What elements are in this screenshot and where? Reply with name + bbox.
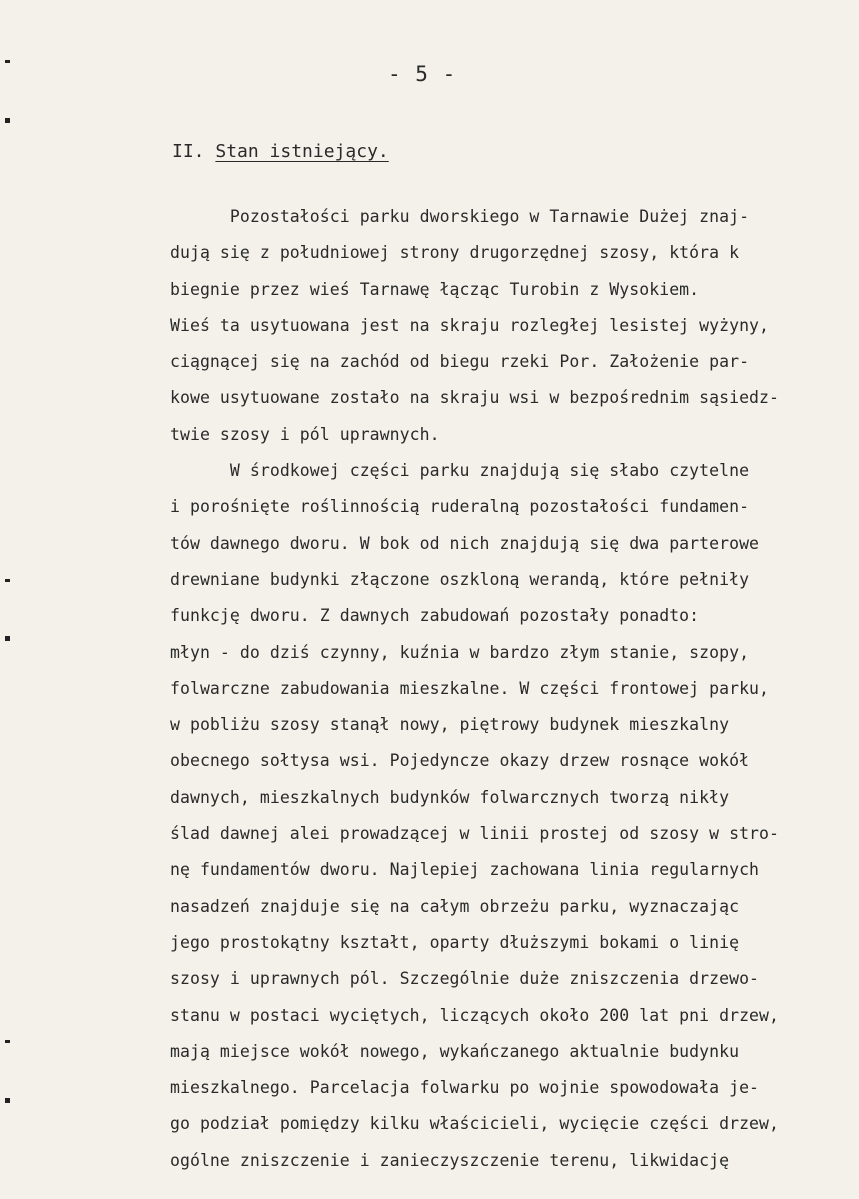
text-line: dują się z południowej strony drugorzędnej szosy, która k <box>170 243 740 263</box>
binding-hole-mark <box>5 1098 10 1103</box>
text-line: Pozostałości parku dworskiego w Tarnawie Dużej znaj- <box>170 207 750 226</box>
binding-hole-mark <box>5 636 10 641</box>
paragraph <box>170 199 852 453</box>
text-line: ogólne zniszczenie i zanieczyszczenie terenu, likwidację <box>170 1150 730 1170</box>
page-number: - 5 - <box>388 62 457 86</box>
text-line: kowe usytuowane zostało na skraju wsi w bezpośrednim sąsiedz- <box>170 388 780 408</box>
binding-hole-mark <box>5 118 10 123</box>
text-line: w pobliżu szosy stanął nowy, piętrowy budynek mieszkalny <box>170 715 730 735</box>
section-number: II. <box>172 141 216 162</box>
text-line: młyn - do dziś czynny, kuźnia w bardzo złym stanie, szopy, <box>170 642 750 662</box>
text-line: drewniane budynki złączone oszkloną werandą, które pełniły <box>170 569 750 589</box>
text-line: i porośnięte roślinnością ruderalną pozostałości fundamen- <box>170 497 750 517</box>
text-line: go podział pomiędzy kilku właścicieli, wycięcie części drzew, <box>170 1114 780 1134</box>
text-line: biegnie przez wieś Tarnawę łącząc Turobin z Wysokiem. <box>170 279 700 299</box>
text-line: nasadzeń znajduje się na całym obrzeżu parku, wyznaczając <box>170 896 740 916</box>
text-line: Wieś ta usytuowana jest na skraju rozległej lesistej wyżyny, <box>170 315 770 335</box>
text-line: jego prostokątny kształt, oparty dłuższymi bokami o linię <box>170 932 740 952</box>
text-line: funkcję dworu. Z dawnych zabudowań pozostały ponadto: <box>170 606 700 626</box>
body-text <box>170 199 852 1179</box>
binding-hole-mark <box>5 60 10 63</box>
text-line: twie szosy i pól uprawnych. <box>170 424 440 444</box>
text-line: obecnego sołtysa wsi. Pojedyncze okazy drzew rosnące wokół <box>170 751 750 771</box>
binding-hole-mark <box>5 579 10 582</box>
binding-hole-mark <box>5 1040 10 1043</box>
text-line: dawnych, mieszkalnych budynków folwarcznych tworzą nikły <box>170 787 730 807</box>
paragraph <box>170 453 852 1179</box>
text-line: nę fundamentów dworu. Najlepiej zachowana linia regularnych <box>170 860 760 880</box>
section-heading <box>172 141 389 162</box>
text-line: szosy i uprawnych pól. Szczególnie duże zniszczenia drzewo- <box>170 969 760 989</box>
text-line: stanu w postaci wyciętych, liczących około 200 lat pni drzew, <box>170 1005 780 1025</box>
text-line: ciągnącej się na zachód od biegu rzeki Por. Założenie par- <box>170 352 750 372</box>
text-line: tów dawnego dworu. W bok od nich znajdują się dwa parterowe <box>170 533 760 553</box>
text-line: mają miejsce wokół nowego, wykańczanego aktualnie budynku <box>170 1041 740 1061</box>
text-line: W środkowej części parku znajdują się słabo czytelne <box>170 461 750 481</box>
text-line: mieszkalnego. Parcelacja folwarku po wojnie spowodowała je- <box>170 1078 760 1098</box>
text-line: folwarczne zabudowania mieszkalne. W części frontowej parku, <box>170 678 770 698</box>
text-line: ślad dawnej alei prowadzącej w linii prostej od szosy w stro- <box>170 824 780 844</box>
section-title: Stan istniejący. <box>215 141 389 162</box>
